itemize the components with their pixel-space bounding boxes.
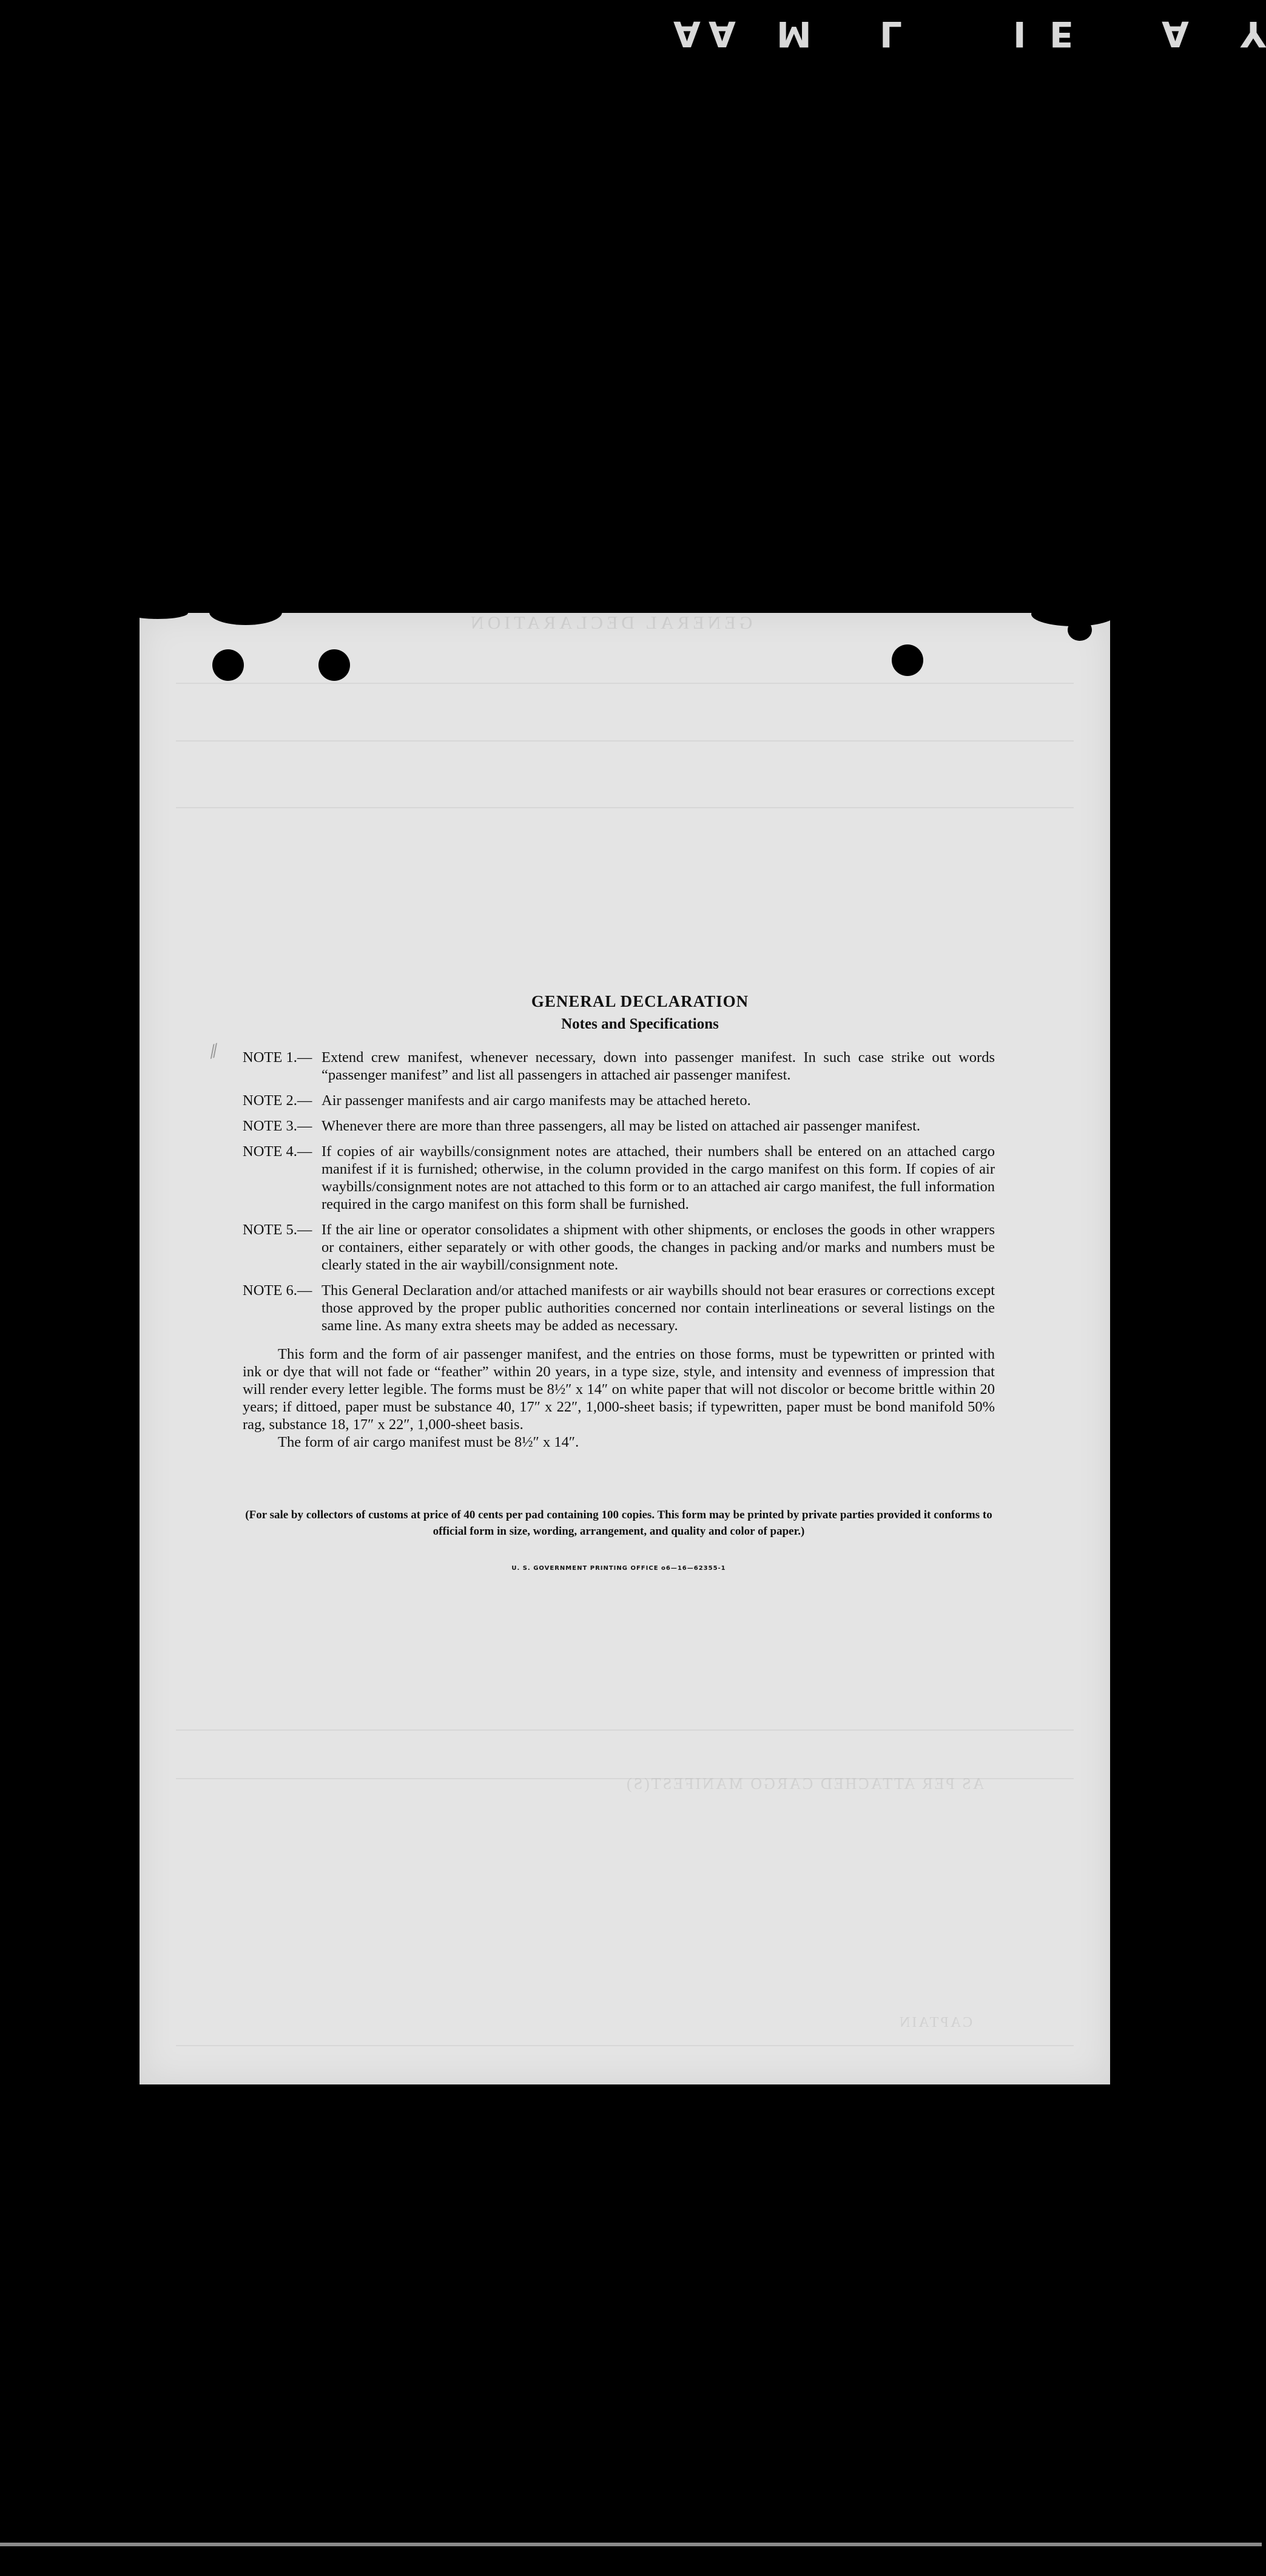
bleed-through-cargo-text: AS PER ATTACHED CARGO MANIFEST(S) (625, 1775, 985, 1793)
punch-hole (892, 644, 923, 676)
bleed-through-rule (176, 740, 1074, 742)
declaration-notes (243, 992, 1140, 1572)
film-bottom-edge (0, 2543, 1262, 2546)
torn-edge (1068, 619, 1092, 641)
film-edge-banner (0, 0, 1266, 58)
page-title: GENERAL DECLARATION (531, 992, 749, 1010)
film-letter: A (1162, 13, 1189, 55)
film-letter: I (1013, 13, 1026, 55)
punch-hole (318, 649, 350, 681)
document-page (140, 613, 1110, 2084)
note-label: NOTE 3. (243, 1118, 297, 1134)
specification-paragraph: This form and the form of air passenger manifest, and the entries on those forms, must be typewritten or printed with ink or dye that will not fade or “feather” within 20 years, in a type size, style, and intensity and evenness of impression that will render every letter legible. The forms must be 8½″ x 14″ on white paper that will not discolor or become brittle within 20 years; if dittoed, paper must be substance 40, 17″ x 22″, 1,000-sheet basis; if typewritten, paper must be bond manifold 50% rag, substance 18, 17″ x 22″, 1,000-sheet basis. (243, 1346, 995, 1433)
film-letter: L (880, 13, 902, 55)
punch-hole (212, 649, 244, 681)
note-text: If the air line or operator consolidates a shipment with other shipments, or encloses the goods in other wrappers or containers, either separately or with other goods, the changes in packing and/or marks and numbers must be clearly stated in the air waybill/consignment note. (322, 1222, 995, 1273)
pencil-mark: ⁄⁄ (207, 1041, 220, 1062)
torn-edge (127, 607, 188, 619)
note-label: NOTE 2. (243, 1092, 297, 1109)
note-label: NOTE 4. (243, 1143, 297, 1160)
note-1: NOTE 1.— Extend crew manifest, whenever necessary, down into passenger manifest. In such case strike out words “passenger manifest” and list all passengers in attached air passenger manifest. (243, 1049, 995, 1083)
note-label: NOTE 6. (243, 1282, 297, 1299)
bleed-through-captain: CAPTAIN (898, 2015, 973, 2030)
film-letter: M (776, 13, 812, 55)
note-text: This General Declaration and/or attached manifests or air waybills should not bear erasures or corrections except those approved by the proper public authorities concerned nor contain interlineations or several listings on the same line. As many extra sheets may be added as necessary. (322, 1282, 995, 1334)
film-edge-letters (673, 13, 1266, 55)
page-subtitle: Notes and Specifications (561, 1016, 719, 1032)
note-3: NOTE 3.— Whenever there are more than three passengers, all may be listed on attached air passenger manifest. (243, 1117, 995, 1135)
cargo-manifest-size: The form of air cargo manifest must be 8½″ x 14″. (278, 1434, 579, 1450)
note-text: Air passenger manifests and air cargo manifests may be attached hereto. (322, 1092, 751, 1109)
film-letter: E (1049, 13, 1074, 55)
note-text: Extend crew manifest, whenever necessary, down into passenger manifest. In such case strike out words “passenger manifest” and list all passengers in attached air passenger manifest. (322, 1049, 995, 1083)
bleed-through-rule (176, 683, 1074, 684)
note-6: NOTE 6.— This General Declaration and/or attached manifests or air waybills should not bear erasures or corrections except those approved by the proper public authorities concerned nor contain interlineations or several listings on the same line. As many extra sheets may be added as necessary. (243, 1282, 995, 1334)
note-text: If copies of air waybills/consignment notes are attached, their numbers shall be entered on an attached cargo manifest if it is furnished; otherwise, in the column provided in the cargo manifest on this form. If copies of air waybills/consignment notes are not attached to this form or to an attached air cargo manifest, the full information required in the cargo manifest on this form shall be furnished. (322, 1143, 995, 1212)
note-label: NOTE 5. (243, 1222, 297, 1238)
film-letter: A (709, 13, 736, 55)
note-5: NOTE 5.— If the air line or operator consolidates a shipment with other shipments, or encloses the goods in other wrappers or containers, either separately or with other goods, the changes in packing and/or marks and numbers must be clearly stated in the air waybill/consignment note. (243, 1222, 995, 1273)
sale-notice: (For sale by collectors of customs at price of 40 cents per pad containing 100 copies. This form may be printed by private parties provided it conforms to official form in size, wording, arrangement, and quality and color of paper.) (245, 1509, 992, 1538)
note-4: NOTE 4.— If copies of air waybills/consignment notes are attached, their numbers shall be entered on an attached cargo manifest if it is furnished; otherwise, in the column provided in the cargo manifest on this form. If copies of air waybills/consignment notes are not attached to this form or to an attached air cargo manifest, the full information required in the cargo manifest on this form shall be furnished. (243, 1143, 995, 1212)
printing-office-line: U. S. GOVERNMENT PRINTING OFFICE o6—16—62355-1 (511, 1565, 726, 1572)
bleed-through-rule (176, 807, 1074, 808)
bleed-through-heading: GENERAL DECLARATION (467, 613, 753, 633)
bleed-through-rule (176, 2045, 1074, 2046)
torn-edge (209, 600, 282, 625)
note-label: NOTE 1. (243, 1049, 297, 1066)
film-letter: A (673, 13, 701, 55)
bleed-through-rule (176, 1729, 1074, 1731)
note-2: NOTE 2.— Air passenger manifests and air cargo manifests may be attached hereto. (243, 1092, 995, 1109)
film-letter: Y (1241, 13, 1266, 55)
note-text: Whenever there are more than three passengers, all may be listed on attached air passenger manifest. (322, 1118, 921, 1134)
